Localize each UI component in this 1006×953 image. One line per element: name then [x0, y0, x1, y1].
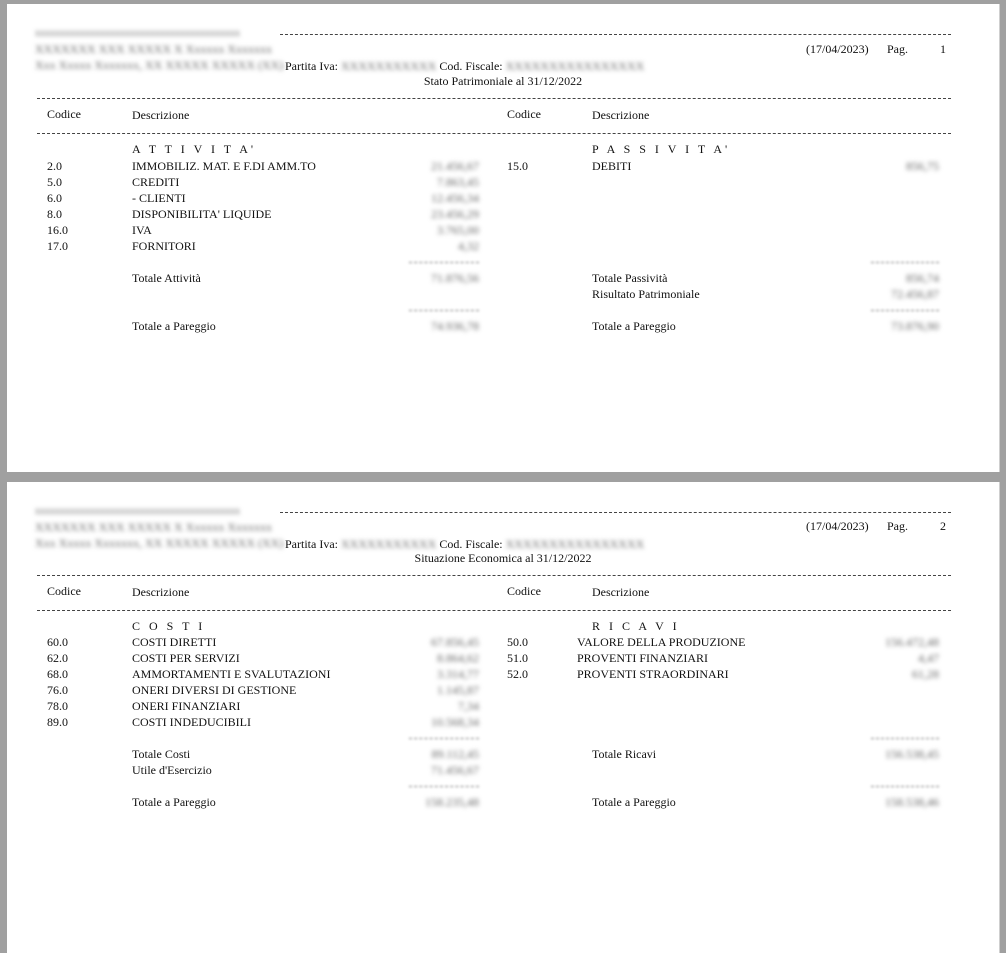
subtotal-line: [409, 738, 479, 739]
total-amount: 74.936,78: [431, 319, 479, 333]
row-description: COSTI PER SERVIZI: [132, 651, 240, 665]
total-amount: 156.538,45: [885, 747, 939, 761]
partita-iva-label: Partita Iva:: [285, 59, 338, 73]
row-description: VALORE DELLA PRODUZIONE: [577, 635, 746, 649]
subtotal-line: [871, 262, 939, 263]
page-label: Pag.: [887, 519, 908, 533]
total-label: Totale a Pareggio: [132, 795, 216, 809]
divider: [37, 575, 951, 576]
row-amount: 12.456,34: [431, 191, 479, 205]
row-amount: 3.765,00: [437, 223, 479, 237]
row-code: 2.0: [47, 159, 62, 173]
cod-fiscale-label: Cod. Fiscale:: [439, 537, 503, 551]
report-date: (17/04/2023): [806, 519, 869, 533]
partita-iva-value: XXXXXXXXXXX: [340, 537, 437, 551]
total-amount: 158.538,46: [885, 795, 939, 809]
row-amount: 23.456,29: [431, 207, 479, 221]
page-label: Pag.: [887, 42, 908, 56]
total-label: Totale Attività: [132, 271, 201, 285]
row-code: 6.0: [47, 191, 62, 205]
row-description: ONERI FINANZIARI: [132, 699, 241, 713]
header-descrizione-left: Descrizione: [132, 585, 190, 599]
report-page-2: [7, 482, 1000, 953]
divider: [37, 610, 951, 611]
company-line-0: xxxxxxxxxxxxxxxxxxxxxxxxxxxxxxxxxxxxxxxxx: [35, 506, 240, 517]
row-description: - CLIENTI: [132, 191, 186, 205]
row-amount: 10.568,34: [431, 715, 479, 729]
total-amount: 856,74: [906, 271, 939, 285]
divider: [280, 34, 951, 35]
row-amount: 1.145,87: [437, 683, 479, 697]
cod-fiscale-value: XXXXXXXXXXXXXXXX: [505, 59, 645, 73]
page-title: Situazione Economica al 31/12/2022: [414, 551, 592, 565]
row-amount: 3.314,77: [437, 667, 479, 681]
row-amount: 7.863,45: [437, 175, 479, 189]
row-code: 60.0: [47, 635, 68, 649]
subtotal-line: [409, 786, 479, 787]
row-description: DISPONIBILITA' LIQUIDE: [132, 207, 272, 221]
total-label: Totale Costi: [132, 747, 191, 761]
row-code: 68.0: [47, 667, 68, 681]
divider: [37, 98, 951, 99]
subtotal-line: [409, 262, 479, 263]
row-description: IMMOBILIZ. MAT. E F.DI AMM.TO: [132, 159, 316, 173]
total-amount: 71.456,67: [431, 763, 479, 777]
total-label: Utile d'Esercizio: [132, 763, 212, 777]
row-code: 16.0: [47, 223, 68, 237]
section-costi: C O S T I: [132, 619, 206, 633]
section-passivita: P A S S I V I T A': [592, 142, 731, 156]
page-number: 1: [940, 42, 946, 56]
header-descrizione-right: Descrizione: [592, 108, 650, 122]
partita-iva-label: Partita Iva:: [285, 537, 338, 551]
cod-fiscale-label: Cod. Fiscale:: [439, 59, 503, 73]
page-number: 2: [940, 519, 946, 533]
row-description: DEBITI: [592, 159, 632, 173]
company-name: XXXXXXX XXX XXXXX X Xxxxxx Xxxxxxx: [35, 42, 272, 56]
row-code: 50.0: [507, 635, 528, 649]
total-amount: 89.112,45: [431, 747, 479, 761]
row-description: FORNITORI: [132, 239, 196, 253]
header-descrizione-left: Descrizione: [132, 108, 190, 122]
divider: [37, 133, 951, 134]
row-code: 8.0: [47, 207, 62, 221]
row-description: ONERI DIVERSI DI GESTIONE: [132, 683, 297, 697]
row-amount: 67.856,45: [431, 635, 479, 649]
row-description: COSTI DIRETTI: [132, 635, 217, 649]
row-amount: 156.472,48: [885, 635, 939, 649]
report-page-1: [7, 4, 1000, 472]
row-description: AMMORTAMENTI E SVALUTAZIONI: [132, 667, 331, 681]
row-amount: 21.456,67: [431, 159, 479, 173]
row-amount: 8.864,62: [437, 651, 479, 665]
row-code: 15.0: [507, 159, 528, 173]
row-code: 89.0: [47, 715, 68, 729]
total-amount: 72.456,87: [891, 287, 939, 301]
row-description: PROVENTI FINANZIARI: [577, 651, 708, 665]
company-address: Xxx Xxxxx Xxxxxxx, XX XXXXX XXXXX (XX): [35, 536, 284, 550]
row-code: 78.0: [47, 699, 68, 713]
row-amount: 4,47: [918, 651, 939, 665]
total-amount: 158.235,48: [425, 795, 479, 809]
row-amount: 7,34: [458, 699, 479, 713]
company-address: Xxx Xxxxx Xxxxxxx, XX XXXXX XXXXX (XX): [35, 58, 284, 72]
row-description: PROVENTI STRAORDINARI: [577, 667, 729, 681]
row-code: 62.0: [47, 651, 68, 665]
section-attivita: A T T I V I T A': [132, 142, 257, 156]
company-line-0: xxxxxxxxxxxxxxxxxxxxxxxxxxxxxxxxxxxxxxxxx: [35, 28, 240, 39]
total-label: Totale a Pareggio: [592, 319, 676, 333]
row-description: IVA: [132, 223, 152, 237]
report-date: (17/04/2023): [806, 42, 869, 56]
subtotal-line: [871, 738, 939, 739]
header-descrizione-right: Descrizione: [592, 585, 650, 599]
row-code: 76.0: [47, 683, 68, 697]
row-code: 51.0: [507, 651, 528, 665]
header-codice-left: Codice: [47, 584, 81, 598]
total-amount: 73.876,90: [891, 319, 939, 333]
divider: [280, 512, 951, 513]
total-label: Risultato Patrimoniale: [592, 287, 700, 301]
cod-fiscale-value: XXXXXXXXXXXXXXXX: [505, 537, 645, 551]
header-codice-right: Codice: [507, 107, 541, 121]
total-label: Totale Passività: [592, 271, 668, 285]
subtotal-line: [871, 786, 939, 787]
total-label: Totale a Pareggio: [132, 319, 216, 333]
total-amount: 71.876,56: [431, 271, 479, 285]
vat-line: [285, 537, 644, 552]
total-label: Totale a Pareggio: [592, 795, 676, 809]
page-title: Stato Patrimoniale al 31/12/2022: [423, 74, 583, 88]
row-code: 17.0: [47, 239, 68, 253]
header-codice-left: Codice: [47, 107, 81, 121]
subtotal-line: [871, 310, 939, 311]
header-codice-right: Codice: [507, 584, 541, 598]
row-description: COSTI INDEDUCIBILI: [132, 715, 251, 729]
row-description: CREDITI: [132, 175, 180, 189]
row-amount: 61,28: [912, 667, 939, 681]
company-name: XXXXXXX XXX XXXXX X Xxxxxx Xxxxxxx: [35, 520, 272, 534]
total-label: Totale Ricavi: [592, 747, 657, 761]
subtotal-line: [409, 310, 479, 311]
row-code: 52.0: [507, 667, 528, 681]
section-ricavi: R I C A V I: [592, 619, 680, 633]
row-code: 5.0: [47, 175, 62, 189]
row-amount: 856,75: [906, 159, 939, 173]
vat-line: [285, 59, 644, 74]
row-amount: 4,32: [458, 239, 479, 253]
partita-iva-value: XXXXXXXXXXX: [340, 59, 437, 73]
